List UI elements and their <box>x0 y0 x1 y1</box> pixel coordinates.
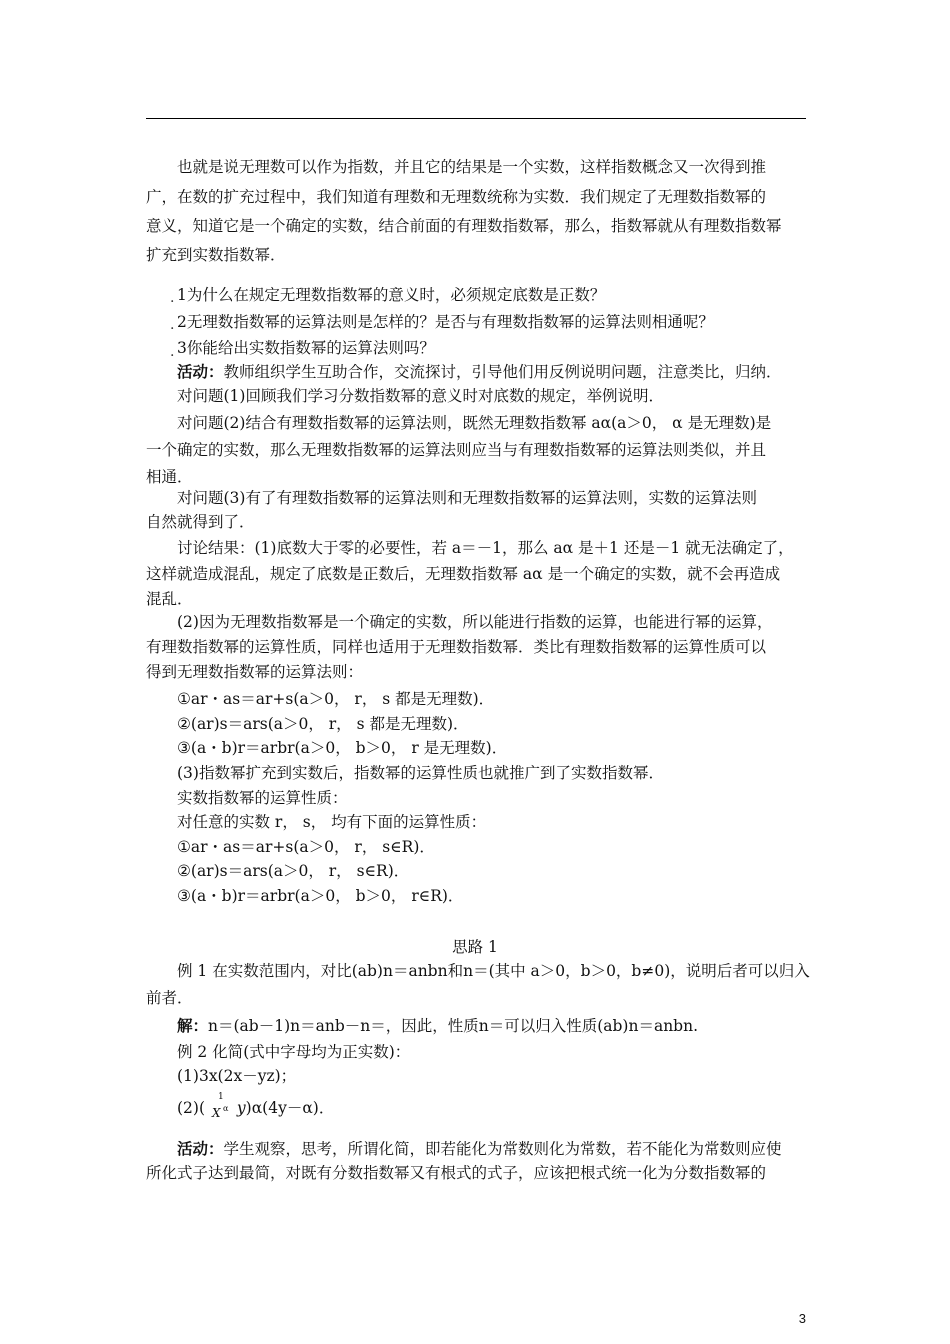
activity-line <box>177 1139 782 1159</box>
solution-text: n＝(ab－1)n＝anb－n＝，因此，性质n＝可以归入性质(ab)n＝anbn. <box>208 1017 699 1035</box>
text-line: 也就是说无理数可以作为指数，并且它的结果是一个实数，这样指数概念又一次得到推 <box>177 158 767 176</box>
bullet-dot: . <box>170 317 175 333</box>
question-2: 2无理数指数幂的运算法则是怎样的？是否与有理数指数幂的运算法则相通呢？ <box>177 313 714 331</box>
question-3: 3你能给出实数指数幂的运算法则吗？ <box>177 339 435 357</box>
fraction-denominator: X <box>211 1106 221 1120</box>
rule-3: ③(a・b)r＝arbr(a＞0， b＞0， r 是无理数)． <box>177 739 508 757</box>
text-line: 所化式子达到最简，对既有分数指数幂又有根式的式子，应该把根式统一化为分数指数幂的 <box>146 1164 767 1182</box>
text-line: 对问题(2)结合有理数指数幂的运算法则，既然无理数指数幂 aα(a＞0， α 是无理数)是 <box>177 414 772 432</box>
header-rule <box>146 118 806 119</box>
text-line: 有理数指数幂的运算性质，同样也适用于无理数指数幂．类比有理数指数幂的运算性质可以 <box>146 638 767 656</box>
text-line: 得到无理数指数幂的运算法则： <box>146 663 364 681</box>
real-rule-2: ②(ar)s＝ars(a＞0， r， s∈R)． <box>177 862 410 880</box>
text-line: 讨论结果：(1)底数大于零的必要性，若 a＝－1，那么 aα 是＋1 还是－1 就无法确定了， <box>177 539 794 557</box>
fraction-exponent: α <box>222 1104 229 1113</box>
part-2-rest: )α(4y－α)． <box>245 1099 335 1117</box>
solution-line <box>177 1016 698 1036</box>
text-line: 对问题(3)有了有理数指数幂的运算法则和无理数指数幂的运算法则，实数的运算法则 <box>177 489 757 507</box>
example-1: 例 1 在实数范围内，对比(ab)n＝anbn和n＝(其中 a＞0，b＞0，b≠0)，说明后者可以归入 <box>177 962 810 980</box>
text-line: 实数指数幂的运算性质： <box>177 789 348 807</box>
text-line: 对任意的实数 r， s， 均有下面的运算性质： <box>177 813 487 831</box>
text-line: 意义，知道它是一个确定的实数，结合前面的有理数指数幂，那么，指数幂就从有理数指数幂 <box>146 217 782 235</box>
part-2-open: (2)( <box>177 1099 206 1117</box>
text-line: 对问题(1)回顾我们学习分数指数幂的意义时对底数的规定，举例说明． <box>177 387 664 405</box>
example-2-part-1: (1)3x(2x－yz)； <box>177 1067 297 1085</box>
fraction-numerator: 1 <box>217 1092 224 1102</box>
question-1: 1为什么在规定无理数指数幂的意义时，必须规定底数是正数？ <box>177 286 606 304</box>
text-line: 一个确定的实数，那么无理数指数幂的运算法则应当与有理数指数幂的运算法则类似，并且 <box>146 441 767 459</box>
activity-label: 活动： <box>177 1139 224 1158</box>
rule-1: ①ar・as＝ar+s(a＞0， r， s 都是无理数)． <box>177 690 495 708</box>
example-2: 例 2 化简(式中字母均为正实数)： <box>177 1043 411 1061</box>
activity-text: 学生观察，思考，所谓化简，即若能化为常数则化为常数，若不能化为常数则应使 <box>223 1140 782 1158</box>
variable-y: y <box>236 1099 246 1117</box>
text-line: 前者． <box>146 989 193 1007</box>
text-line: (2)因为无理数指数幂是一个确定的实数，所以能进行指数的运算，也能进行幂的运算， <box>177 613 773 631</box>
bullet-dot: . <box>170 290 175 306</box>
rule-2: ②(ar)s＝ars(a＞0， r， s 都是无理数)． <box>177 715 469 733</box>
section-heading: 思路 1 <box>452 938 498 956</box>
real-rule-3: ③(a・b)r＝arbr(a＞0， b＞0， r∈R)． <box>177 887 464 905</box>
solution-label: 解： <box>177 1016 209 1035</box>
activity-line <box>177 362 782 382</box>
activity-text: 教师组织学生互助合作，交流探讨，引导他们用反例说明问题，注意类比，归纳． <box>223 363 782 381</box>
activity-label: 活动： <box>177 362 224 381</box>
text-line: 混乱． <box>146 590 193 608</box>
bullet-dot: . <box>170 344 175 360</box>
text-line: 扩充到实数指数幂． <box>146 246 286 264</box>
fraction <box>210 1092 232 1120</box>
text-line: (3)指数幂扩充到实数后，指数幂的运算性质也就推广到了实数指数幂． <box>177 764 664 782</box>
text-line: 广，在数的扩充过程中，我们知道有理数和无理数统称为实数．我们规定了无理数指数幂的 <box>146 188 767 206</box>
real-rule-1: ①ar・as＝ar+s(a＞0， r， s∈R)． <box>177 838 435 856</box>
page-number: 3 <box>798 1311 806 1326</box>
text-line: 相通． <box>146 468 193 486</box>
example-2-part-2 <box>177 1092 335 1120</box>
text-line: 自然就得到了． <box>146 513 255 531</box>
text-line: 这样就造成混乱，规定了底数是正数后，无理数指数幂 aα 是一个确定的实数，就不会再造成 <box>146 565 781 583</box>
